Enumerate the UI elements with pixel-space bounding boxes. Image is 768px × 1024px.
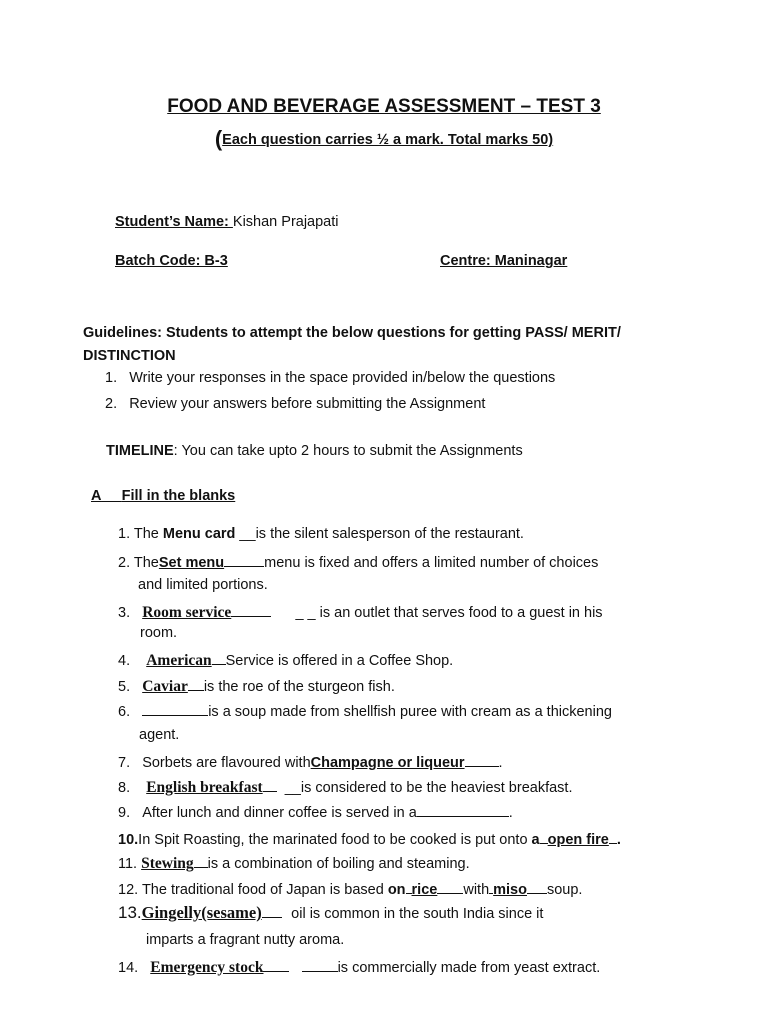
student-name-value: Kishan Prajapati: [232, 214, 339, 230]
guidelines-line-2: DISTINCTION: [83, 348, 176, 364]
question-3: 3. Room service _ _ is an outlet that serves food to a guest in his: [118, 604, 603, 621]
timeline: TIMELINE: You can take upto 2 hours to submit the Assignments: [106, 443, 523, 459]
student-name-row: [115, 213, 339, 231]
question-4: 4. American Service is offered in a Coffee Shop.: [118, 652, 454, 669]
answer-9-blank: [417, 802, 509, 817]
question-6-cont: agent.: [139, 727, 180, 743]
page-title: FOOD AND BEVERAGE ASSESSMENT – TEST 3: [167, 96, 601, 117]
question-8: 8. English breakfast __is considered to be the heaviest breakfast.: [118, 779, 573, 796]
answer-6-blank: [142, 701, 208, 716]
centre: Centre: Maninagar: [440, 253, 568, 269]
question-13: 13.Gingelly(sesame) oil is common in the south India since it: [118, 903, 544, 922]
answer-12b: miso: [493, 882, 527, 898]
answer-8: English breakfast: [146, 779, 263, 796]
guideline-item-1: 1. Write your responses in the space provided in/below the questions: [105, 370, 556, 386]
batch-code: Batch Code: B-3: [115, 253, 228, 269]
question-13-cont: imparts a fragrant nutty aroma.: [146, 932, 345, 948]
answer-11: Stewing: [141, 855, 194, 872]
guideline-item-2: 2. Review your answers before submitting the Assignment: [105, 396, 486, 412]
answer-14: Emergency stock: [150, 959, 264, 976]
answer-12a: rice: [411, 882, 438, 898]
section-heading: A Fill in the blanks: [91, 488, 236, 504]
question-2-cont: and limited portions.: [138, 577, 268, 593]
question-2: 2. TheSet menu menu is fixed and offers a limited number of choices: [118, 552, 598, 571]
question-7: 7. Sorbets are flavoured withChampagne or liqueur .: [118, 752, 503, 771]
answer-10: open fire: [547, 832, 609, 848]
question-10: 10.In Spit Roasting, the marinated food to be cooked is put onto a open fire .: [118, 829, 621, 848]
question-6: 6. is a soup made from shellfish puree with cream as a thickening: [118, 701, 612, 720]
answer-7: Champagne or liqueur: [310, 755, 465, 771]
answer-13: Gingelly(sesame): [141, 903, 262, 922]
guidelines-line-1: Guidelines: Students to attempt the below questions for getting PASS/ MERIT/: [83, 325, 621, 341]
question-11: 11. Stewing is a combination of boiling and steaming.: [118, 855, 470, 872]
question-1: 1. The Menu card __is the silent salesperson of the restaurant.: [118, 526, 524, 542]
answer-1: Menu card: [162, 526, 236, 542]
question-14: 14. Emergency stock is commercially made from yeast extract.: [118, 959, 601, 976]
answer-5: Caviar: [142, 678, 188, 695]
question-3-cont: room.: [140, 625, 178, 641]
answer-3: Room service: [142, 604, 232, 621]
question-9: 9. After lunch and dinner coffee is served in a .: [118, 802, 513, 821]
page-subtitle: (Each question carries ½ a mark. Total marks 50): [214, 126, 554, 151]
answer-2: Set menu: [158, 555, 225, 571]
question-5: 5. Caviar is the roe of the sturgeon fish.: [118, 678, 395, 695]
answer-4: American: [146, 652, 212, 669]
student-name-label: Student’s Name:: [115, 214, 233, 230]
question-12: 12. The traditional food of Japan is based on rice with miso soup.: [118, 879, 582, 898]
